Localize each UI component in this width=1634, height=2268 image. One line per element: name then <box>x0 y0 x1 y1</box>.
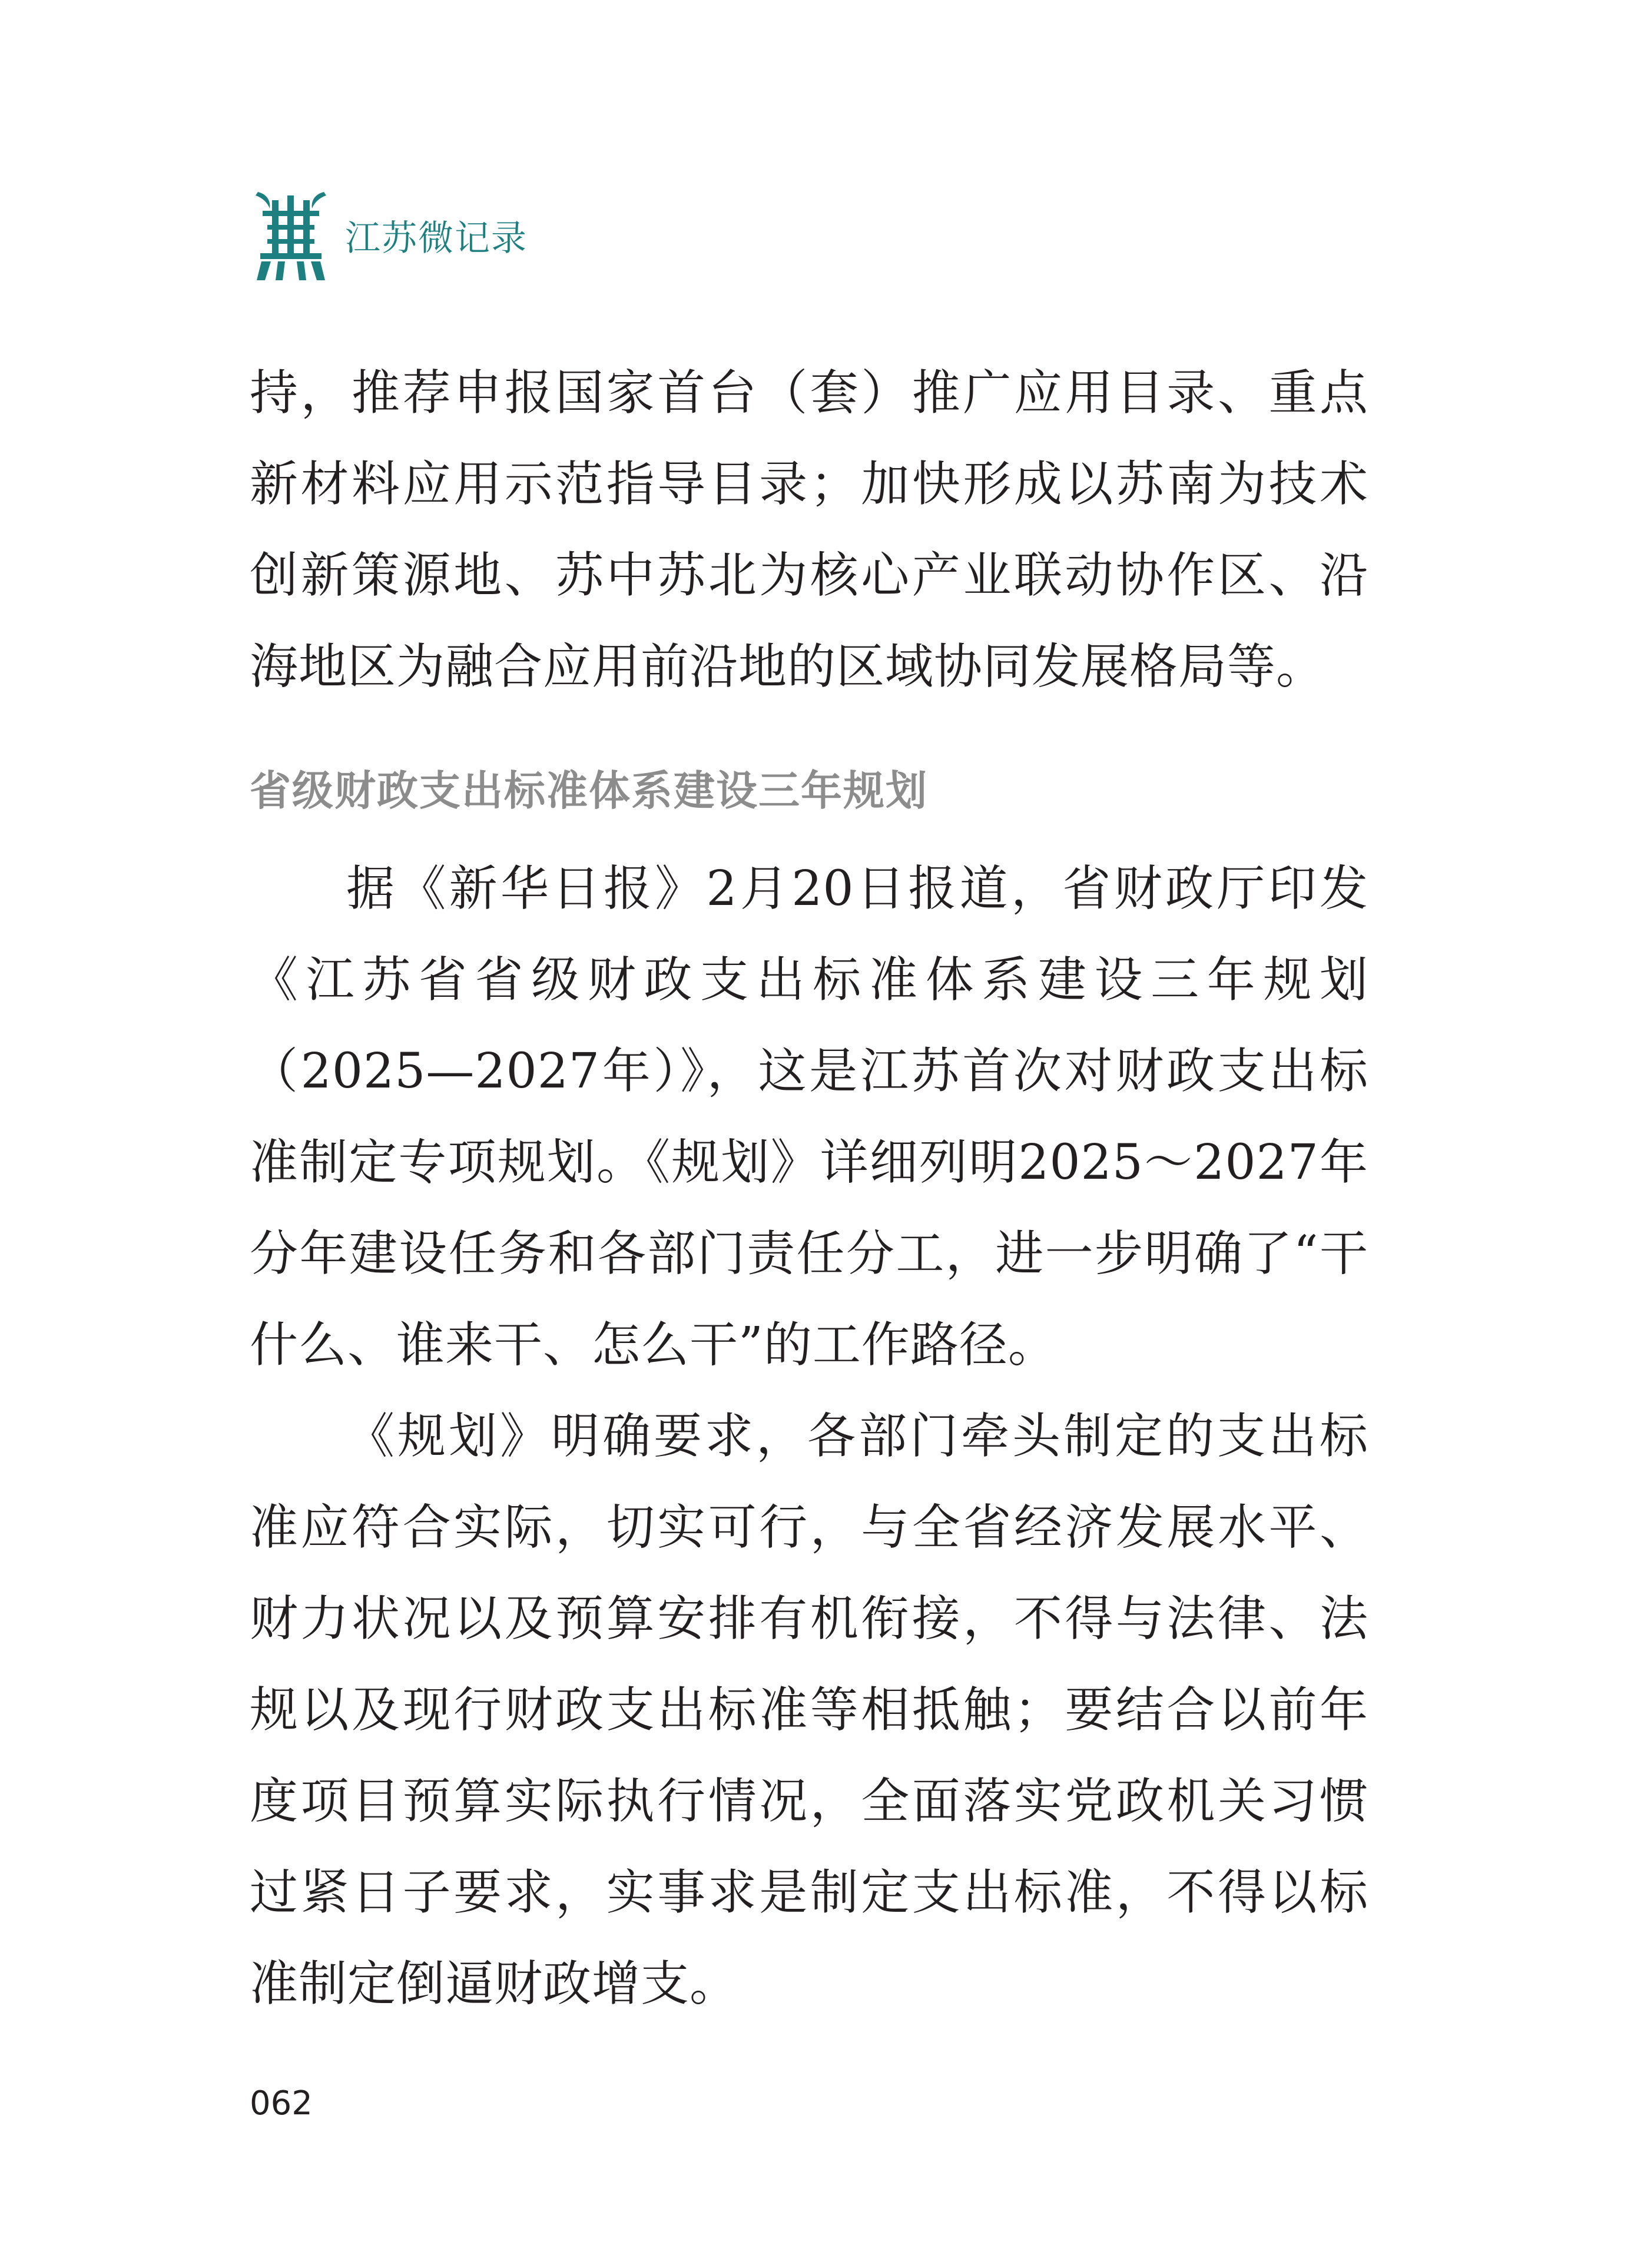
page-header <box>250 188 528 283</box>
series-title: 江苏微记录 <box>345 218 528 259</box>
intro-paragraph: 持，推荐申报国家首台（套）推广应用目录、重点新材料应用示范指导目录；加快形成以苏南为技术创新策源地、苏中苏北为核心产业联动协作区、沿海地区为融合应用前沿地的区域协同发展格局等。 <box>250 365 1368 695</box>
section-title: 省级财政支出标准体系建设三年规划 <box>250 767 928 815</box>
body-paragraph-1: 据《新华日报》2月20日报道，省财政厅印发《江苏省省级财政支出标准体系建设三年规划（2025—2027年）》，这是江苏首次对财政支出标准制定专项规划。《规划》详细列明2025～2027年分年建设任务和各部门责任分工，进一步明确了“干什么、谁来干、怎么干”的工作路径。 <box>250 861 1368 1373</box>
page-number: 062 <box>250 2084 313 2123</box>
stylized-character-logo-icon <box>250 188 332 283</box>
body-paragraph-2: 《规划》明确要求，各部门牵头制定的支出标准应符合实际，切实可行，与全省经济发展水平、财力状况以及预算安排有机衔接，不得与法律、法规以及现行财政支出标准等相抵触；要结合以前年度项目预算实际执行情况，全面落实党政机关习惯过紧日子要求，实事求是制定支出标准，不得以标准制定倒逼财政增支。 <box>250 1408 1368 2012</box>
article-body <box>250 347 1368 2030</box>
